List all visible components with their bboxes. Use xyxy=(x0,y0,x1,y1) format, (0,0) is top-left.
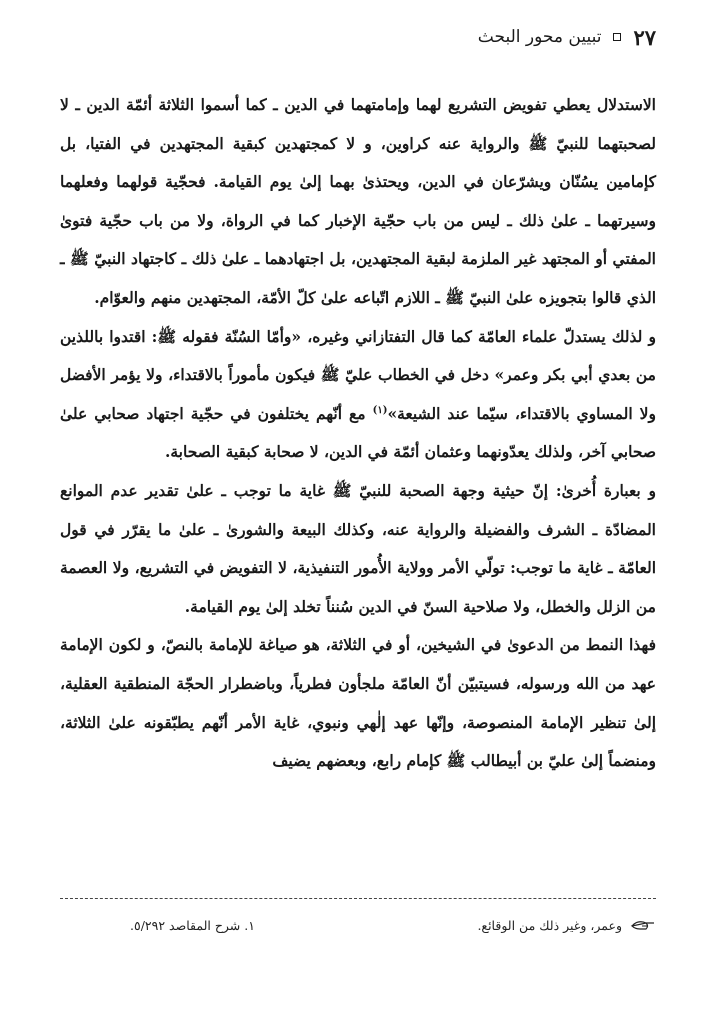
paragraph-4: فهذا النمط من الدعوىٰ في الشيخين، أو في الثلاثة، هو صياغة للإمامة بالنصّ، و لكون الإمامة عهد من الله ورسوله، فسيتبيّن أنّ العامّة ملجأون فطرياً، وباضطرار الحجّة المنطقية العقلية، إلىٰ تنظير الإمامة المنصوصة، وإنّها عهد إلٰهي ونبوي، غاية الأمر أنّهم يطبّقونه علىٰ الثلاثة، ومنضماً إلىٰ عليّ بن أبيطالب ﷺ كإمام رابع، وبعضهم يضيف xyxy=(60,635,656,771)
page-header xyxy=(60,22,656,52)
page-number: ٢٧ xyxy=(633,24,656,50)
footnote-1: ١. شرح المقاصد ٥/٢٩٢. xyxy=(130,918,255,933)
footnote-continued-text: وعمر، وغير ذلك من الوقائع. xyxy=(477,918,622,933)
paragraph-3: و بعبارة أُخرىٰ: إنّ حيثية وجهة الصحبة للنبيّ ﷺ غاية ما توجب ـ علىٰ تقدير عدم الموانع المضادّة ـ الشرف والفضيلة والرواية عنه، وكذلك البيعة والشورىٰ ـ علىٰ ما يقرّر في قول العامّة ـ غاية ما توجب: تولّي الأمر وولاية الأُمور التنفيذية، لا التفويض في التشريع، ولا العصمة من الزلل والخطل، ولا صلاحية السنّ في الدين سُنناً تخلد إلىٰ يوم القيامة. xyxy=(60,480,656,616)
paragraph-1: الاستدلال يعطي تفويض التشريع لهما وإمامتهما في الدين ـ كما أسموا الثلاثة أئمّة الدين ـ لا لصحبتهما للنبيّ ﷺ والرواية عنه كراوين، و لا كمجتهدين كبقية المجتهدين في الفتيا، بل كإمامين يسُنّان ويشرّعان في الدين، ويحتذىٰ بهما إلىٰ يوم القيامة. فحجّية قولهما وفعلهما وسيرتهما ـ علىٰ ذلك ـ ليس من باب حجّية الإخبار كما في الرواة، ولا من باب حجّية فتوىٰ المفتي أو المجتهد غير الملزمة لبقية المجتهدين، بل اجتهادهما ـ علىٰ ذلك ـ كاجتهاد النبيّ ﷺ ـ الذي قالوا بتجويزه علىٰ النبيّ ﷺ ـ اللازم اتّباعه علىٰ كلّ الأمّة، المجتهدين منهم والعوّام. xyxy=(60,95,656,307)
footnotes xyxy=(60,918,656,933)
body-text xyxy=(60,86,656,781)
paragraph-2 xyxy=(60,318,656,472)
pointing-hand-icon xyxy=(630,919,656,933)
paragraph-2-continuation: مع أنّهم يختلفون في حجّية اجتهاد صحابي علىٰ صحابي آخر، ولذلك يعدّونهما وعثمان أئمّة في الدين، لا صحابة كبقية الصحابة. xyxy=(60,403,656,462)
header-separator-icon xyxy=(613,33,621,41)
footnote-divider xyxy=(60,898,656,899)
running-title: تبيين محور البحث xyxy=(477,27,602,47)
paragraph-2-text: و لذلك يستدلّ علماء العامّة كما قال التفتازاني وغيره، «وأمّا السُنّة فقوله ﷺ: اقتدوا باللذين من بعدي أبي بكر وعمر» دخل في الخطاب عليّ ﷺ فيكون مأموراً بالاقتداء، ولا يؤمر الأفضل ولا المساوي بالاقتداء، سيّما عند الشيعة» xyxy=(60,326,656,423)
footnote-reference[interactable]: (١) xyxy=(372,404,388,416)
footnote-continued xyxy=(477,918,656,933)
